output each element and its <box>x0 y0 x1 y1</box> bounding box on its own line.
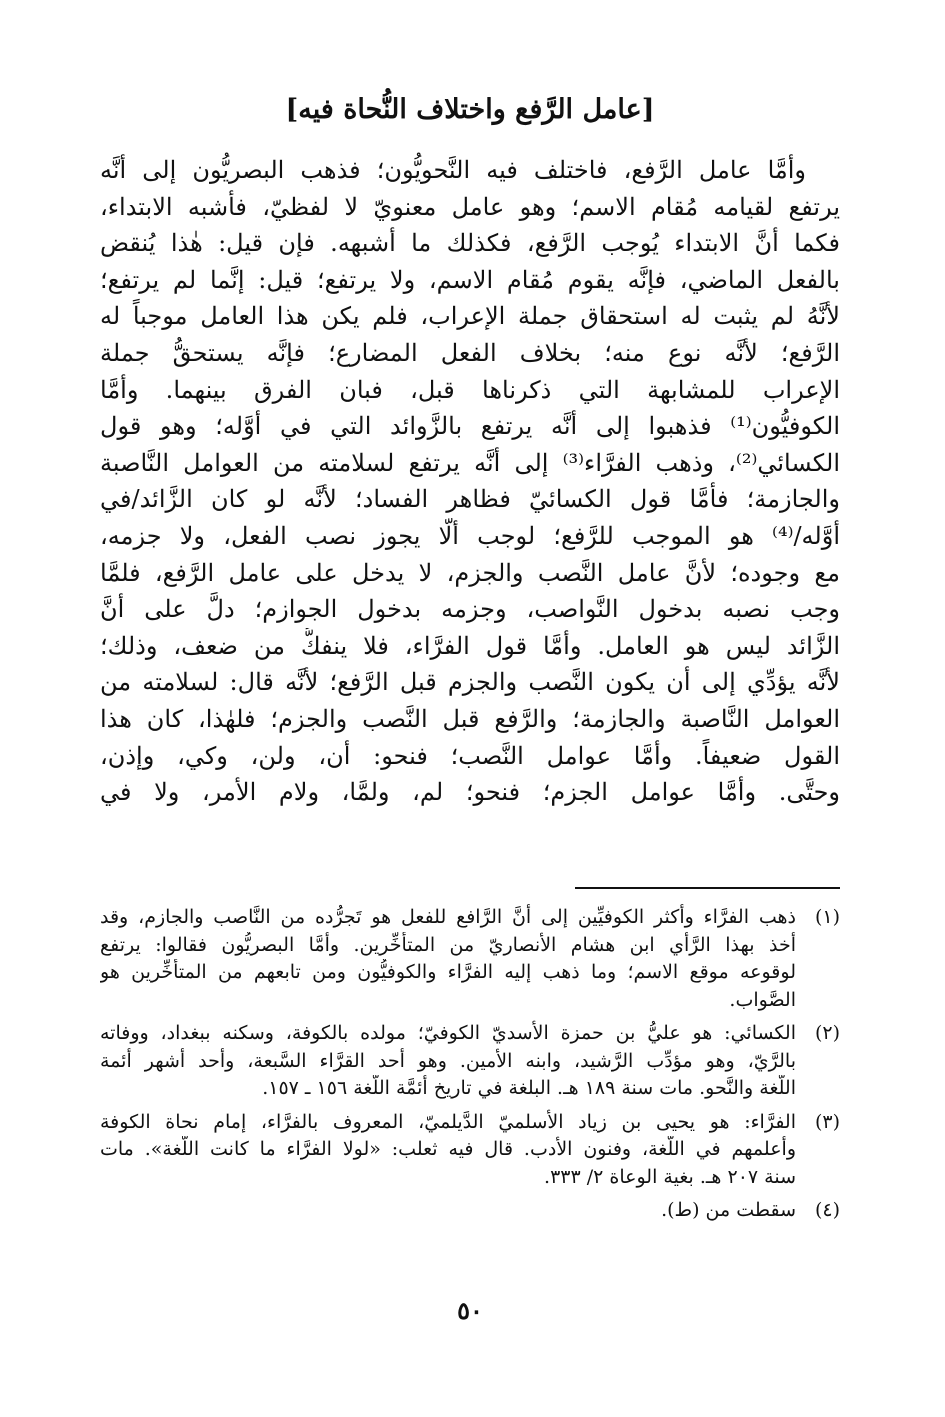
text-line: وأمَّا عامل الرَّفع، فاختلف فيه النَّحويُّون؛ فذهب البصريُّون إلى أنَّه <box>100 156 806 184</box>
text-line: فكما أنَّ الابتداء يُوجب الرَّفع، فكذلك ما أشبهه. فإن قيل: هٰذا يُنقض <box>100 229 840 258</box>
text-line: بالفعل الماضي، فإنَّه يقوم مُقام الاسم، ولا يرتفع؛ قيل: إنَّما لم يرتفع؛ <box>100 265 840 294</box>
footnotes <box>100 904 840 1231</box>
section-title: [عامل الرَّفع واختلاف النُّحاة فيه] <box>285 94 655 125</box>
text-line: الإعراب للمشابهة التي ذكرناها قبل، فبان الفرق بينهما. وأمَّا <box>100 375 840 404</box>
text-line: القول ضعيفاً. وأمَّا عوامل النَّصب؛ فنحو: أن، ولن، وكي، وإذن، <box>100 741 840 770</box>
footnote-line: سنة ٢٠٧ هـ. بغية الوعاة ٢/ ٣٣٣. <box>544 1165 796 1188</box>
text-line: الرَّفع؛ لأنَّه نوع منه؛ بخلاف الفعل المضارع؛ فإنَّه يستحقُّ جملة <box>100 338 840 367</box>
text-line: لأنَّه يؤدِّي إلى أن يكون النَّصب والجزم قبل الرَّفع؛ لأنَّه قال: لسلامته من <box>100 668 840 697</box>
text-line: الكوفيُّون⁽¹⁾ فذهبوا إلى أنَّه يرتفع بالزَّوائد التي في أوَّله؛ وهو قول <box>100 412 840 441</box>
footnote-number: (٤) <box>814 1199 840 1221</box>
footnote-number: (١) <box>814 906 840 928</box>
footnote-line: لوقوعه موقع الاسم؛ وما ذهب إليه الفرَّاء والكوفيُّون ومن تابعهم من المتأخِّرين هو <box>100 961 796 983</box>
text-line: لأنَّهُ لم يثبت له استحقاق جملة الإعراب، فلم يكن هذا العامل موجباً له <box>100 302 840 331</box>
text-line: وحتَّى. وأمَّا عوامل الجزم؛ فنحو؛ لم، ولمَّا، ولام الأمر، ولا في <box>100 778 840 807</box>
footnote-number: (٢) <box>814 1022 840 1044</box>
text-line: العوامل النَّاصبة والجازمة؛ والرَّفع قبل النَّصب والجزم؛ فلهٰذا، كان هذا <box>100 704 840 733</box>
footnote-divider <box>575 887 840 889</box>
footnote-text <box>100 1020 796 1103</box>
book-page <box>100 0 840 1417</box>
text-line: الكسائي⁽²⁾، وذهب الفرَّاء⁽³⁾ إلى أنَّه يرتفع لسلامته من العوامل النَّاصبة <box>100 448 840 477</box>
footnote-line: ذهب الفرَّاء وأكثر الكوفيِّين إلى أنَّ الرَّافع للفعل هو تَجرُّده من النَّاصب والجازم، وقد <box>100 906 796 928</box>
footnote-line: أخذ بهذا الرَّأي ابن هشام الأنصاريّ من المتأخِّرين. وأمَّا البصريُّون فقالوا: يرتفع <box>100 933 796 956</box>
footnote-4 <box>100 1197 840 1225</box>
footnote-line: وأعلمهم في اللُّغة، وفنون الأدب. قال فيه ثعلب: «لولا الفرَّاء ما كانت اللُّغة». مات <box>100 1138 796 1160</box>
footnote-line: اللُّغة والنَّحو. مات سنة ١٨٩ هـ. البلغة في تاريخ أئمَّة اللُّغة ١٥٦ ـ ١٥٧. <box>262 1077 796 1099</box>
footnote-line: الكسائي: هو عليُّ بن حمزة الأسديّ الكوفيّ؛ مولده بالكوفة، وسكنه ببغداد، ووفاته <box>100 1022 796 1044</box>
footnote-line: الفرَّاء: هو يحيى بن زياد الأسلميّ الدَّيلميّ، المعروف بالفرَّاء، إمام نحاة الكوفة <box>100 1110 796 1133</box>
text-line: يرتفع لقيامه مُقام الاسم؛ وهو عامل معنويّ لا لفظيّ، فأشبه الابتداء، <box>100 192 840 221</box>
footnote-text <box>100 904 796 1014</box>
footnote-1 <box>100 904 840 1014</box>
text-line: الزَّائد ليس هو العامل. وأمَّا قول الفرَّاء، فلا ينفكُّ من ضعف، وذلك؛ <box>100 631 840 660</box>
text-line: وجب نصبه بدخول النَّواصب، وجزمه بدخول الجوازم؛ دلَّ على أنَّ <box>100 595 840 624</box>
footnote-line: بالرَّيّ، وهو مؤدِّب الرَّشيد، وابنه الأمين. وهو أحد القرَّاء السَّبعة، وأحد أشهر أئمة <box>100 1049 796 1072</box>
text-line: والجازمة؛ فأمَّا قول الكسائيّ فظاهر الفساد؛ لأنَّه لو كان الزَّائد/في <box>100 485 840 514</box>
text-line: أوَّله/⁽⁴⁾ هو الموجب للرَّفع؛ لوجب ألَّا يجوز نصب الفعل، ولا جزمه، <box>100 521 840 550</box>
footnote-number: (٣) <box>814 1110 840 1133</box>
page-number: ٥٠ <box>457 1296 483 1325</box>
footnote-3 <box>100 1109 840 1192</box>
footnote-text <box>100 1109 796 1192</box>
main-text <box>100 152 840 811</box>
footnote-line: سقطت من (ط). <box>661 1199 796 1221</box>
footnote-line: الصَّواب. <box>729 988 796 1011</box>
text-line: مع وجوده؛ لأنَّ عامل النَّصب والجزم، لا يدخل على عامل الرَّفع، فلمَّا <box>100 558 840 587</box>
footnote-2 <box>100 1020 840 1103</box>
footnote-text <box>100 1197 796 1225</box>
